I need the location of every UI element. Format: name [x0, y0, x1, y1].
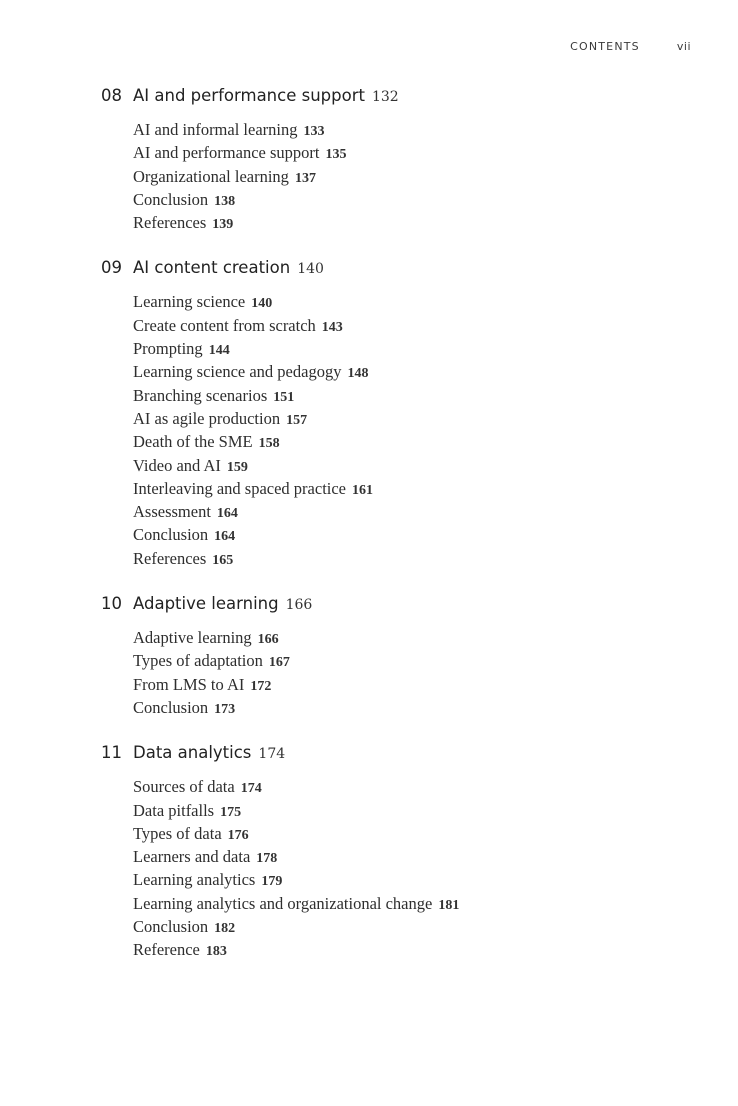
entry-page-number: 137: [294, 170, 316, 186]
entry-title: Interleaving and spaced practice: [133, 478, 347, 498]
chapter-number: 11: [101, 743, 122, 763]
toc-entry[interactable]: [133, 547, 701, 570]
page-number: vii: [676, 40, 691, 53]
chapter-page-number: 166: [285, 597, 313, 614]
entry-page-number: 161: [352, 482, 374, 498]
toc-entry[interactable]: [133, 337, 701, 360]
toc-entry[interactable]: [133, 696, 701, 719]
entry-page-number: 158: [258, 436, 280, 452]
toc-entry[interactable]: [133, 892, 701, 915]
entry-title: Branching scenarios: [133, 385, 268, 405]
entry-title: Learning science and pedagogy: [133, 362, 342, 382]
toc-entry[interactable]: [133, 938, 701, 961]
toc-entry[interactable]: [133, 775, 701, 798]
entry-page-number: 172: [250, 678, 272, 694]
chapter-page-number: 140: [297, 261, 324, 278]
toc-entry[interactable]: [133, 799, 701, 822]
toc-entry[interactable]: [133, 430, 701, 453]
chapter-heading[interactable]: [101, 86, 701, 114]
entry-page-number: 167: [268, 655, 290, 671]
toc-entry[interactable]: [133, 290, 701, 313]
entry-title: Learning analytics: [133, 870, 256, 890]
entry-title: Prompting: [133, 339, 203, 359]
table-of-contents: [101, 86, 701, 986]
toc-entry[interactable]: [133, 915, 701, 938]
entry-page-number: 175: [220, 804, 242, 820]
toc-entry[interactable]: [133, 523, 701, 546]
entry-page-number: 164: [214, 529, 236, 545]
entry-title: Reference: [133, 940, 200, 960]
entry-title: Conclusion: [133, 189, 209, 209]
toc-entry[interactable]: [133, 626, 701, 649]
chapter-heading[interactable]: [101, 743, 701, 771]
chapter-block: [101, 86, 701, 234]
toc-entry[interactable]: [133, 384, 701, 407]
entry-title: Learners and data: [133, 847, 251, 867]
entry-page-number: 176: [227, 827, 249, 843]
chapter-block: [101, 594, 701, 719]
entry-page-number: 148: [347, 366, 369, 382]
entry-page-number: 178: [256, 851, 278, 867]
entry-title: Conclusion: [133, 525, 209, 545]
entry-title: Create content from scratch: [133, 315, 316, 335]
toc-entry[interactable]: [133, 500, 701, 523]
chapter-number: 08: [101, 86, 122, 105]
entry-title: Conclusion: [133, 697, 209, 717]
toc-entry[interactable]: [133, 118, 701, 141]
toc-entry[interactable]: [133, 141, 701, 164]
entry-title: References: [133, 548, 207, 568]
entry-title: AI and performance support: [133, 143, 320, 163]
toc-entry[interactable]: [133, 868, 701, 891]
toc-entry[interactable]: [133, 822, 701, 845]
toc-entry[interactable]: [133, 314, 701, 337]
chapter-title: Data analytics: [133, 743, 252, 763]
entry-title: AI as agile production: [133, 408, 281, 428]
entry-page-number: 144: [208, 343, 230, 359]
toc-entry[interactable]: [133, 407, 701, 430]
running-head-section: CONTENTS: [570, 40, 640, 53]
entry-page-number: 151: [273, 389, 295, 405]
entry-page-number: 143: [321, 319, 343, 335]
entry-page-number: 165: [212, 552, 234, 568]
toc-entry[interactable]: [133, 845, 701, 868]
entry-title: AI and informal learning: [133, 120, 298, 139]
toc-entry[interactable]: [133, 477, 701, 500]
entry-page-number: 138: [214, 193, 236, 209]
entry-title: Death of the SME: [133, 432, 253, 452]
entry-title: Data pitfalls: [133, 800, 215, 820]
entry-page-number: 182: [214, 921, 236, 937]
entry-page-number: 179: [261, 874, 283, 890]
toc-entry[interactable]: [133, 454, 701, 477]
section-list: [133, 118, 701, 234]
chapter-heading[interactable]: [101, 594, 701, 622]
entry-title: Assessment: [133, 502, 211, 522]
entry-page-number: 159: [226, 459, 248, 475]
entry-page-number: 133: [303, 124, 325, 139]
entry-title: References: [133, 213, 207, 233]
entry-page-number: 139: [212, 217, 234, 233]
entry-page-number: 174: [240, 781, 262, 797]
entry-page-number: 183: [205, 944, 227, 960]
chapter-number: 10: [101, 594, 122, 614]
entry-page-number: 164: [216, 506, 238, 522]
chapter-heading[interactable]: [101, 258, 701, 286]
entry-title: Learning analytics and organizational change: [133, 893, 433, 913]
entry-title: From LMS to AI: [133, 674, 245, 694]
section-list: [133, 626, 701, 719]
entry-page-number: 166: [257, 632, 279, 648]
chapter-title: AI content creation: [133, 258, 291, 278]
chapter-title: Adaptive learning: [133, 594, 279, 614]
toc-entry[interactable]: [133, 211, 701, 234]
toc-entry[interactable]: [133, 188, 701, 211]
chapter-title: AI and performance support: [133, 86, 365, 105]
toc-entry[interactable]: [133, 360, 701, 383]
toc-entry[interactable]: [133, 673, 701, 696]
entry-title: Conclusion: [133, 917, 209, 937]
running-head: [570, 40, 691, 53]
section-list: [133, 290, 701, 570]
entry-title: Video and AI: [133, 455, 221, 475]
entry-page-number: 135: [325, 147, 347, 163]
entry-title: Adaptive learning: [133, 628, 252, 648]
entry-page-number: 140: [251, 296, 273, 312]
entry-title: Sources of data: [133, 777, 235, 797]
chapter-page-number: 132: [371, 89, 399, 105]
chapter-block: [101, 258, 701, 570]
toc-entry[interactable]: [133, 165, 701, 188]
entry-page-number: 181: [438, 897, 460, 913]
entry-title: Types of adaptation: [133, 651, 263, 671]
entry-title: Organizational learning: [133, 166, 289, 186]
toc-entry[interactable]: [133, 649, 701, 672]
entry-page-number: 173: [214, 701, 236, 717]
entry-title: Learning science: [133, 292, 246, 312]
chapter-page-number: 174: [258, 746, 286, 763]
chapter-number: 09: [101, 258, 122, 278]
chapter-block: [101, 743, 701, 961]
entry-page-number: 157: [286, 412, 308, 428]
entry-title: Types of data: [133, 823, 222, 843]
section-list: [133, 775, 701, 961]
